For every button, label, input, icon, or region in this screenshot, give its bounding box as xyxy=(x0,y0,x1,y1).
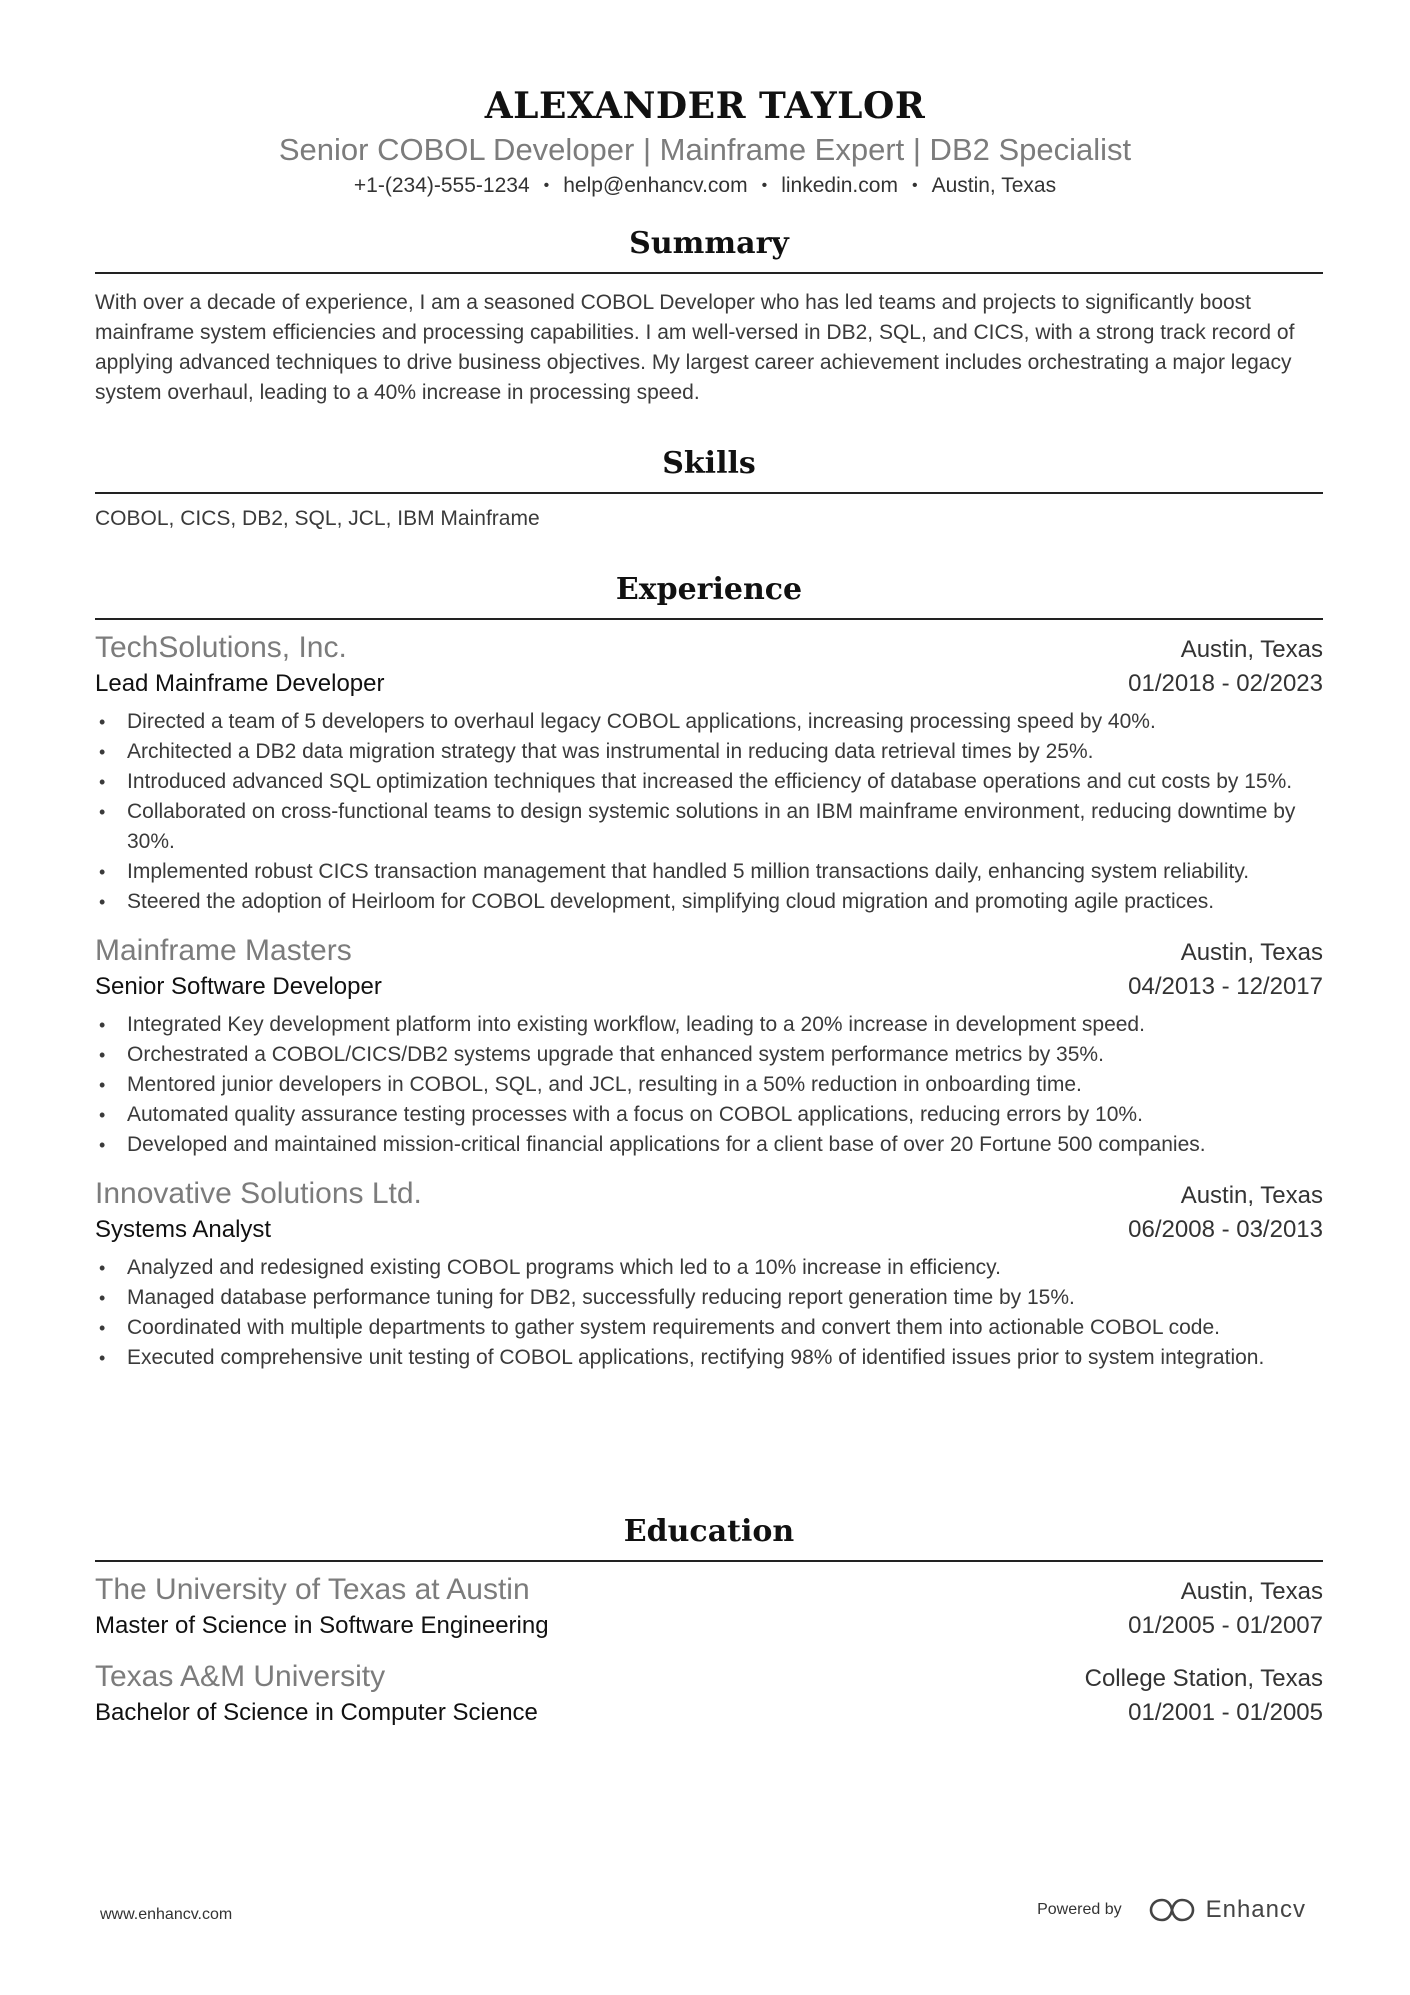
achievement-item: • Orchestrated a COBOL/CICS/DB2 systems upgrade that enhanced system performance metrics by 35%. xyxy=(95,1040,1323,1070)
summary-heading: Summary xyxy=(95,224,1323,274)
enhancv-brand-name: Enhancv xyxy=(1205,1896,1306,1923)
degree: Master of Science in Software Engineering xyxy=(95,1612,549,1639)
education-heading: Education xyxy=(95,1512,1323,1562)
experience-heading: Experience xyxy=(95,570,1323,620)
achievement-item: • Managed database performance tuning for DB2, successfully reducing report generation time by 15%. xyxy=(95,1283,1323,1313)
achievement-item: • Developed and maintained mission-critical financial applications for a client base of over 20 Fortune 500 companies. xyxy=(95,1130,1323,1160)
company-name: Mainframe Masters xyxy=(95,934,352,967)
footer-website-link[interactable]: www.enhancv.com xyxy=(100,1906,233,1923)
achievement-item: • Executed comprehensive unit testing of COBOL applications, rectifying 98% of identified issues prior to system integration. xyxy=(95,1343,1323,1373)
experience-entry xyxy=(95,933,1323,1160)
company-name: TechSolutions, Inc. xyxy=(95,631,347,664)
job-dates: 06/2008 - 03/2013 xyxy=(1128,1216,1323,1243)
education-entry xyxy=(95,1659,1323,1730)
education-dates: 01/2005 - 01/2007 xyxy=(1128,1612,1323,1639)
achievement-item: • Architected a DB2 data migration strategy that was instrumental in reducing data retrieval times by 25%. xyxy=(95,737,1323,767)
education-dates: 01/2001 - 01/2005 xyxy=(1128,1699,1323,1726)
enhancv-logo-icon xyxy=(1148,1896,1196,1924)
candidate-title: Senior COBOL Developer | Mainframe Expert | DB2 Specialist xyxy=(278,132,1132,167)
job-role: Systems Analyst xyxy=(95,1216,272,1243)
experience-entry xyxy=(95,1176,1323,1373)
phone-number: +1-(234)-555-1234 xyxy=(353,174,530,197)
skills-section xyxy=(95,444,1323,534)
job-location: Austin, Texas xyxy=(1180,1182,1323,1209)
summary-text: With over a decade of experience, I am a seasoned COBOL Developer who has led teams and projects to significantly boost mainframe system efficiencies and processing capabilities. I am well-versed in DB2, SQL, and CICS, with a strong track record of applying advanced techniques to drive business objectives. My largest career achievement includes orchestrating a major legacy system overhaul, leading to a 40% increase in processing speed. xyxy=(95,291,1295,404)
job-role: Senior Software Developer xyxy=(95,973,382,1000)
achievement-item: • Integrated Key development platform into existing workflow, leading to a 20% increase in development speed. xyxy=(95,1010,1323,1040)
achievement-list xyxy=(95,707,1323,917)
location: Austin, Texas xyxy=(931,174,1057,197)
job-dates: 04/2013 - 12/2017 xyxy=(1128,973,1323,1000)
email-link[interactable]: help@enhancv.com xyxy=(563,174,748,197)
separator-dot: • xyxy=(543,177,550,194)
achievement-item: • Coordinated with multiple departments to gather system requirements and convert them into actionable COBOL code. xyxy=(95,1313,1323,1343)
degree: Bachelor of Science in Computer Science xyxy=(95,1699,538,1726)
school-name: The University of Texas at Austin xyxy=(95,1573,530,1606)
job-location: Austin, Texas xyxy=(1180,636,1323,663)
resume-header xyxy=(0,0,1410,202)
school-location: Austin, Texas xyxy=(1180,1578,1323,1605)
school-location: College Station, Texas xyxy=(1084,1665,1323,1692)
candidate-name: ALEXANDER TAYLOR xyxy=(484,85,926,127)
powered-by-badge[interactable] xyxy=(1037,1896,1306,1924)
achievement-item: • Directed a team of 5 developers to overhaul legacy COBOL applications, increasing processing speed by 40%. xyxy=(95,707,1323,737)
skills-text: COBOL, CICS, DB2, SQL, JCL, IBM Mainframe xyxy=(95,507,540,530)
achievement-item: • Analyzed and redesigned existing COBOL programs which led to a 10% increase in efficiency. xyxy=(95,1253,1323,1283)
job-dates: 01/2018 - 02/2023 xyxy=(1128,670,1323,697)
achievement-list xyxy=(95,1010,1323,1160)
separator-dot: • xyxy=(761,177,768,194)
achievement-item: • Implemented robust CICS transaction management that handled 5 million transactions daily, enhancing system reliability. xyxy=(95,857,1323,887)
achievement-item: • Steered the adoption of Heirloom for COBOL development, simplifying cloud migration and promoting agile practices. xyxy=(95,887,1323,917)
summary-section xyxy=(95,224,1323,408)
job-role: Lead Mainframe Developer xyxy=(95,670,385,697)
company-name: Innovative Solutions Ltd. xyxy=(95,1177,422,1210)
school-name: Texas A&M University xyxy=(95,1660,386,1693)
powered-by-label: Powered by xyxy=(1037,1901,1122,1918)
experience-entry xyxy=(95,630,1323,917)
linkedin-link[interactable]: linkedin.com xyxy=(781,174,898,197)
separator-dot: • xyxy=(911,177,918,194)
skills-heading: Skills xyxy=(95,444,1323,494)
job-location: Austin, Texas xyxy=(1180,939,1323,966)
achievement-item: • Mentored junior developers in COBOL, SQL, and JCL, resulting in a 50% reduction in onboarding time. xyxy=(95,1070,1323,1100)
education-entry xyxy=(95,1572,1323,1643)
achievement-item: • Introduced advanced SQL optimization techniques that increased the efficiency of database operations and cut costs by 15%. xyxy=(95,767,1323,797)
achievement-item: • Automated quality assurance testing processes with a focus on COBOL applications, reducing errors by 10%. xyxy=(95,1100,1323,1130)
achievement-list xyxy=(95,1253,1323,1373)
achievement-item: • Collaborated on cross-functional teams to design systemic solutions in an IBM mainframe environment, reducing downtime by 30%. xyxy=(95,797,1323,857)
contact-line xyxy=(0,172,1410,202)
education-section xyxy=(95,1512,1323,1730)
experience-section xyxy=(95,570,1323,1373)
